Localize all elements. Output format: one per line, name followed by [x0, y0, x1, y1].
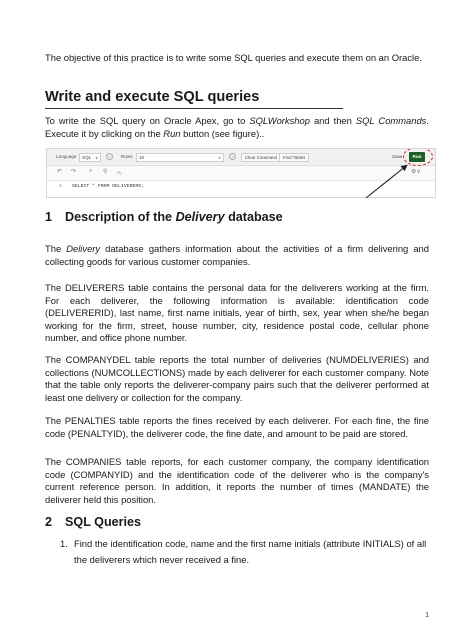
undo-icon[interactable]: ↶ [57, 169, 63, 175]
query-list [60, 536, 430, 568]
delivery-description-paragraph [45, 243, 429, 268]
instr-text: button (see figure).. [180, 127, 265, 139]
instr-text: . Execute it by clicking on the [45, 115, 429, 139]
sql-code: SELECT * FROM DELIVERERS; [72, 184, 144, 189]
apex-toolbar [47, 149, 435, 166]
run-button[interactable]: Run [409, 152, 425, 162]
section1-heading [45, 210, 283, 224]
rows-value: 10 [139, 154, 145, 160]
language-value: SQL [82, 154, 92, 160]
penalties-table-paragraph: The PENALTIES table reports the fines received by each deliverer. For each fine, the fine code (PENALTYID), the deliverer code, the fine date, and amount to be paid are stored. [45, 415, 429, 440]
language-select[interactable] [79, 153, 101, 162]
chevron-down-icon: ∨ [95, 154, 98, 160]
write-instructions-paragraph [45, 115, 429, 140]
section1-title: database [224, 210, 283, 224]
chevron-down-icon: ∨ [218, 154, 221, 160]
instr-text: To write the SQL query on Oracle Apex, go to [45, 115, 250, 126]
apex-screenshot [46, 148, 436, 198]
rows-label: Rows [121, 154, 133, 159]
heading-underline [45, 108, 343, 109]
query-text: Find the identification code, name and the first name initials (attribute INITIALS) of all the deliverers which never received a fine. [74, 538, 427, 565]
help-icon[interactable]: ? [106, 153, 113, 160]
instr-run: Run [163, 127, 181, 139]
text-size-icon[interactable]: A₂ [117, 170, 122, 175]
settings-icon[interactable]: ⚙∨ [411, 169, 421, 175]
wrench-icon[interactable]: ⚲ [103, 169, 108, 175]
section1-title-delivery: Delivery [175, 210, 225, 224]
section2-heading [45, 515, 141, 529]
section1-title: Description of the [65, 210, 176, 224]
instr-text: and then [309, 115, 356, 126]
list-item [60, 536, 430, 568]
companydel-table-paragraph: The COMPANYDEL table reports the total number of deliveries (NUMDELIVERIES) and collections (NUMCOLLECTIONS) made by each deliverer for each customer company. Note that the table only reports the deliverer-company pairs such that the deliverer performed at least one delivery or collection for the company. [45, 354, 429, 403]
run-highlight-circle [403, 148, 433, 166]
instr-sqlworkshop: SQLWorkshop [249, 115, 310, 126]
help-icon[interactable]: ? [229, 153, 236, 160]
section1-number: 1 [45, 210, 53, 224]
sql-editor[interactable] [47, 180, 435, 198]
deliverers-table-paragraph: The DELIVERERS table contains the personal data for the deliverers working at the firm. For each deliverer, the following information is available: identification code (DELIVERERID), last name, first name initials, year of birth, sex, year when she/he began working for the firm, street, house number, city, residence postal code, cellular phone number, and office phone number. [45, 282, 429, 344]
p1-text: The [45, 243, 67, 254]
query-number: 1. [60, 538, 68, 549]
find-tables-button[interactable]: Find Tables [279, 153, 309, 162]
line-number: 1 [59, 184, 62, 189]
search-icon[interactable]: ⌕ [89, 168, 93, 174]
rows-select[interactable] [136, 153, 224, 162]
intro-paragraph: The objective of this practice is to write some SQL queries and execute them on an Oracle. [45, 52, 422, 63]
p1-delivery: Delivery [66, 243, 101, 254]
section-write-heading: Write and execute SQL queries [45, 89, 260, 105]
clear-command-button[interactable]: Clear Command [241, 153, 281, 162]
instr-sqlcommands: SQL Commands [355, 115, 427, 126]
page-number: 1 [425, 612, 429, 619]
editor-toolbar [47, 166, 435, 180]
language-label: Language [56, 154, 77, 159]
p1-text: database gathers information about the activities of a firm delivering and collecting goods for various customer companies. [45, 243, 429, 267]
redo-icon[interactable]: ↷ [71, 169, 77, 175]
companies-table-paragraph: The COMPANIES table reports, for each customer company, the company identification code (COMPANYID) and the identification code of the deliverer who is the company's current reference person. In addition, it reports the number of times (MANDATE) the deliverer held this position. [45, 456, 429, 505]
section2-title: SQL Queries [65, 515, 142, 529]
save-button[interactable]: Save [392, 154, 403, 159]
section2-number: 2 [45, 515, 53, 529]
